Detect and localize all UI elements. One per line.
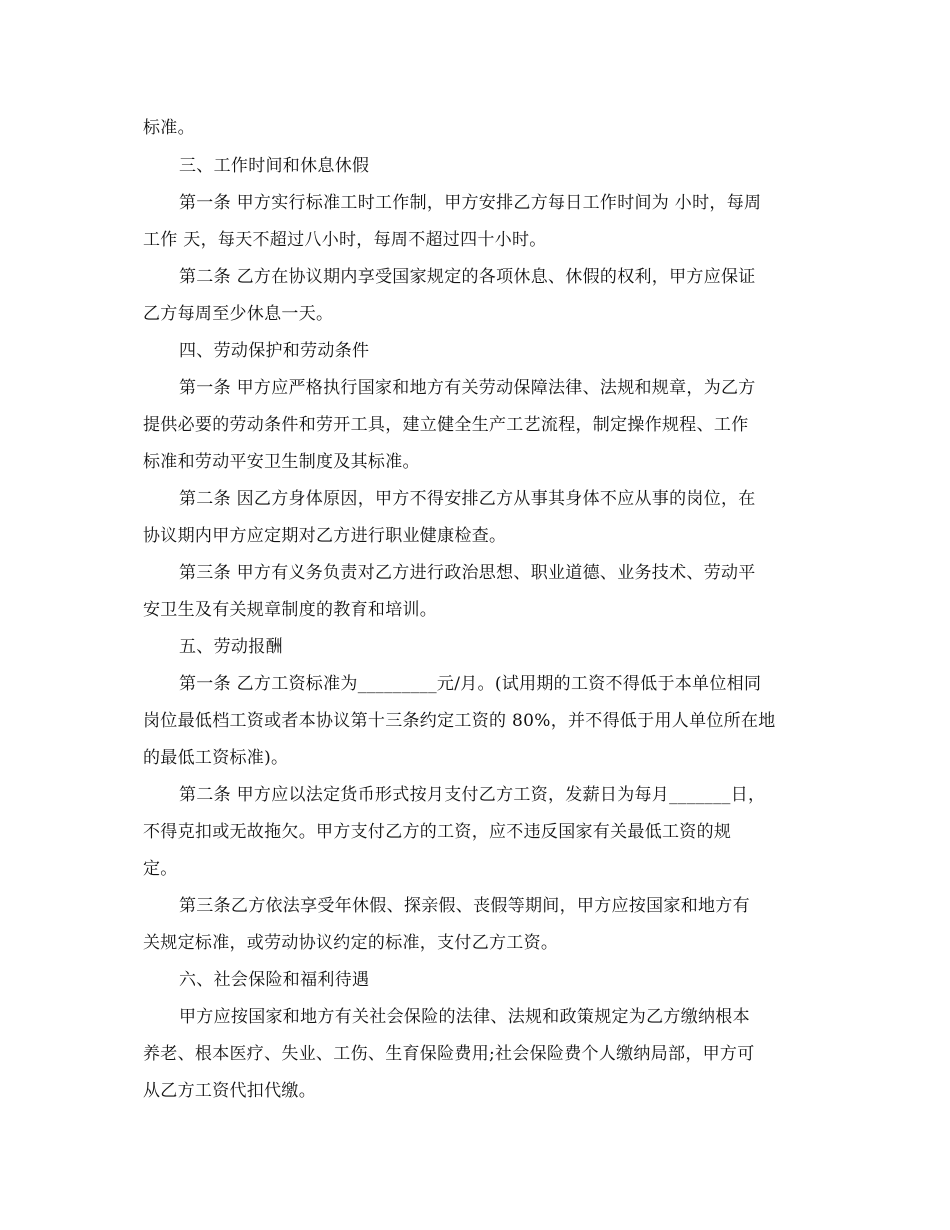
text-line: 第二条 甲方应以法定货币形式按月支付乙方工资，发薪日为每月_______日，	[179, 785, 766, 805]
text-line: 不得克扣或无故拖欠。甲方支付乙方的工资，应不违反国家有关最低工资的规	[143, 822, 732, 842]
text-line: 标准和劳动平安卫生制度及其标准。	[143, 452, 420, 472]
text-line: 工作 天，每天不超过八小时，每周不超过四十小时。	[143, 230, 547, 250]
text-line: 的最低工资标准)。	[143, 748, 289, 768]
text-line: 提供必要的劳动条件和劳开工具，建立健全生产工艺流程，制定操作规程、工作	[143, 415, 749, 435]
text-line: 甲方应按国家和地方有关社会保险的法律、法规和政策规定为乙方缴纳根本	[179, 1007, 750, 1027]
section-heading-3: 三、工作时间和休息休假	[179, 156, 370, 176]
text-line: 关规定标准，或劳动协议约定的标准，支付乙方工资。	[143, 933, 559, 953]
text-line: 第一条 乙方工资标准为_________元/月。(试用期的工资不得低于本单位相同	[179, 674, 762, 694]
text-line: 第一条 甲方应严格执行国家和地方有关劳动保障法律、法规和规章，为乙方	[179, 378, 756, 398]
text-line: 标准。	[143, 118, 195, 138]
text-line: 养老、根本医疗、失业、工伤、生育保险费用;社会保险费个人缴纳局部，甲方可	[143, 1044, 755, 1064]
text-line: 定。	[143, 859, 178, 879]
text-line: 第三条 甲方有义务负责对乙方进行政治思想、职业道德、业务技术、劳动平	[179, 563, 756, 583]
section-heading-6: 六、社会保险和福利待遇	[179, 970, 370, 990]
section-heading-4: 四、劳动保护和劳动条件	[179, 341, 370, 361]
text-line: 乙方每周至少休息一天。	[143, 304, 334, 324]
text-line: 协议期内甲方应定期对乙方进行职业健康检查。	[143, 526, 507, 546]
text-line: 第一条 甲方实行标准工时工作制，甲方安排乙方每日工作时间为 小时，每周	[179, 193, 762, 213]
text-line: 第三条乙方依法享受年休假、探亲假、丧假等期间，甲方应按国家和地方有	[179, 896, 750, 916]
text-line: 第二条 因乙方身体原因，甲方不得安排乙方从事其身体不应从事的岗位，在	[179, 489, 756, 509]
text-line: 从乙方工资代扣代缴。	[143, 1081, 316, 1101]
section-heading-5: 五、劳动报酬	[179, 637, 283, 657]
text-line: 岗位最低档工资或者本协议第十三条约定工资的 80%，并不得低于用人单位所在地	[143, 711, 776, 731]
text-line: 安卫生及有关规章制度的教育和培训。	[143, 600, 438, 620]
text-line: 第二条 乙方在协议期内享受国家规定的各项休息、休假的权利，甲方应保证	[179, 267, 756, 287]
